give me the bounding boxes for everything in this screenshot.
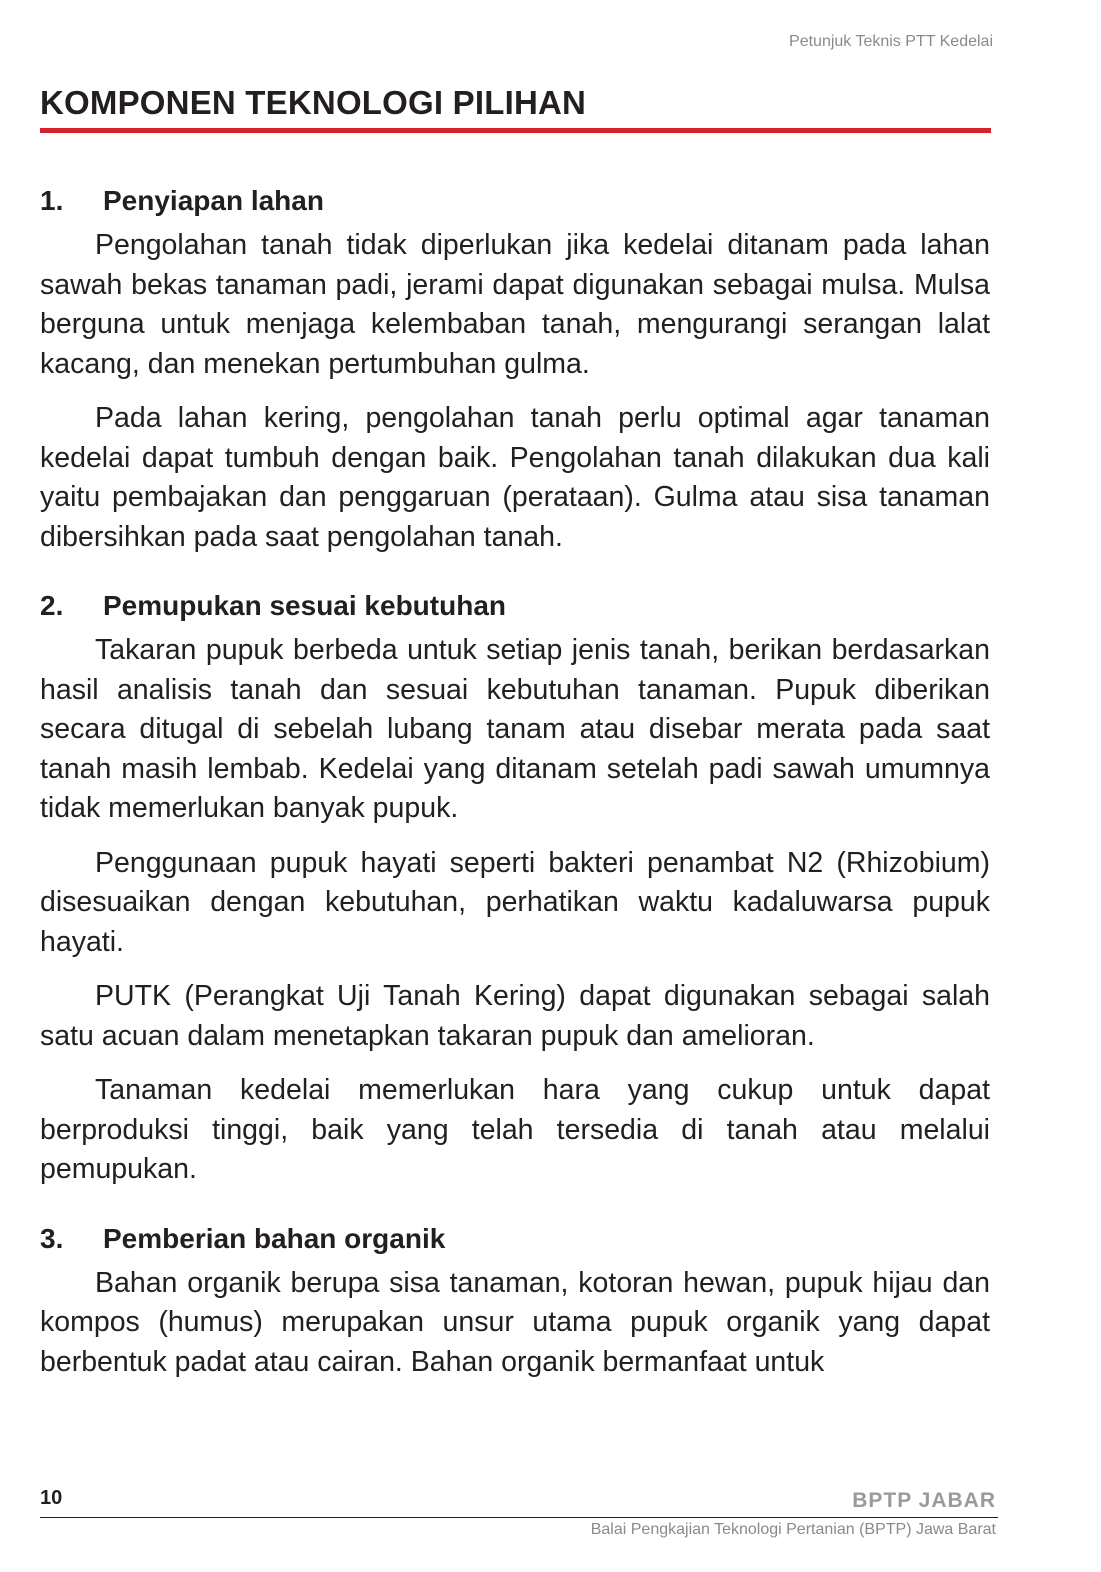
paragraph: Takaran pupuk berbeda untuk setiap jenis tanah, berikan berdasarkan hasil analisis tanah dan sesuai kebutuhan tanaman. Pupuk diberikan secara ditugal di sebelah lubang tanam atau disebar merata pada saat tanah masih lembab. Kedelai yang ditanam setelah padi sawah umumnya tidak memerlukan banyak pupuk. [40,634,990,824]
section-title: Pemupukan sesuai kebutuhan [103,590,506,621]
paragraph: Tanaman kedelai memerlukan hara yang cukup untuk dapat berproduksi tinggi, baik yang telah tersedia di tanah atau melalui pemupukan. [40,1074,990,1185]
section-title: Pemberian bahan organik [103,1222,446,1254]
paragraph: Penggunaan pupuk hayati seperti bakteri penambat N2 (Rhizobium) disesuaikan dengan kebutuhan, perhatikan waktu kadaluwarsa pupuk hayati. [40,846,990,958]
page-number: 10 [40,1487,63,1509]
title-underline [40,128,991,133]
paragraph: Pengolahan tanah tidak diperlukan jika kedelai ditanam pada lahan sawah bekas tanaman padi, jerami dapat digunakan sebagai mulsa. Mulsa berguna untuk menjaga kelembaban tanah, mengurangi serangan lalat kacang, dan menekan pertumbuhan gulma. [40,229,990,380]
paragraph: Pada lahan kering, pengolahan tanah perlu optimal agar tanaman kedelai dapat tumbuh dengan baik. Pengolahan tanah dilakukan dua kali yaitu pembajakan dan penggaruan (perataan). Gulma atau sisa tanaman dibersihkan pada saat pengolahan tanah. [40,402,990,553]
main-content [40,180,990,1397]
paragraph: PUTK (Perangkat Uji Tanah Kering) dapat digunakan sebagai salah satu acuan dalam menetapkan takaran pupuk dan amelioran. [40,980,990,1052]
section-title: Penyiapan lahan [103,185,324,216]
footer-brand: BPTP JABAR [852,1489,996,1512]
section-number: 3. [40,1222,64,1254]
running-header: Petunjuk Teknis PTT Kedelai [789,33,993,50]
section-number: 1. [40,185,64,216]
section-heading [40,585,990,627]
paragraph: Bahan organik berupa sisa tanaman, kotoran hewan, pupuk hijau dan kompos (humus) merupakan unsur utama pupuk organik yang dapat berbentuk padat atau cairan. Bahan organik bermanfaat untuk [40,1266,990,1378]
section-number: 2. [40,590,64,621]
footer-divider [40,1517,998,1518]
page-title: KOMPONEN TEKNOLOGI PILIHAN [40,84,587,121]
section-heading [40,180,990,222]
footer-organization: Balai Pengkajian Teknologi Pertanian (BPTP) Jawa Barat [590,1521,996,1538]
section-heading [40,1218,990,1260]
section-bahan-organik [40,1218,990,1383]
section-pemupukan [40,585,990,1190]
section-penyiapan-lahan [40,180,990,557]
